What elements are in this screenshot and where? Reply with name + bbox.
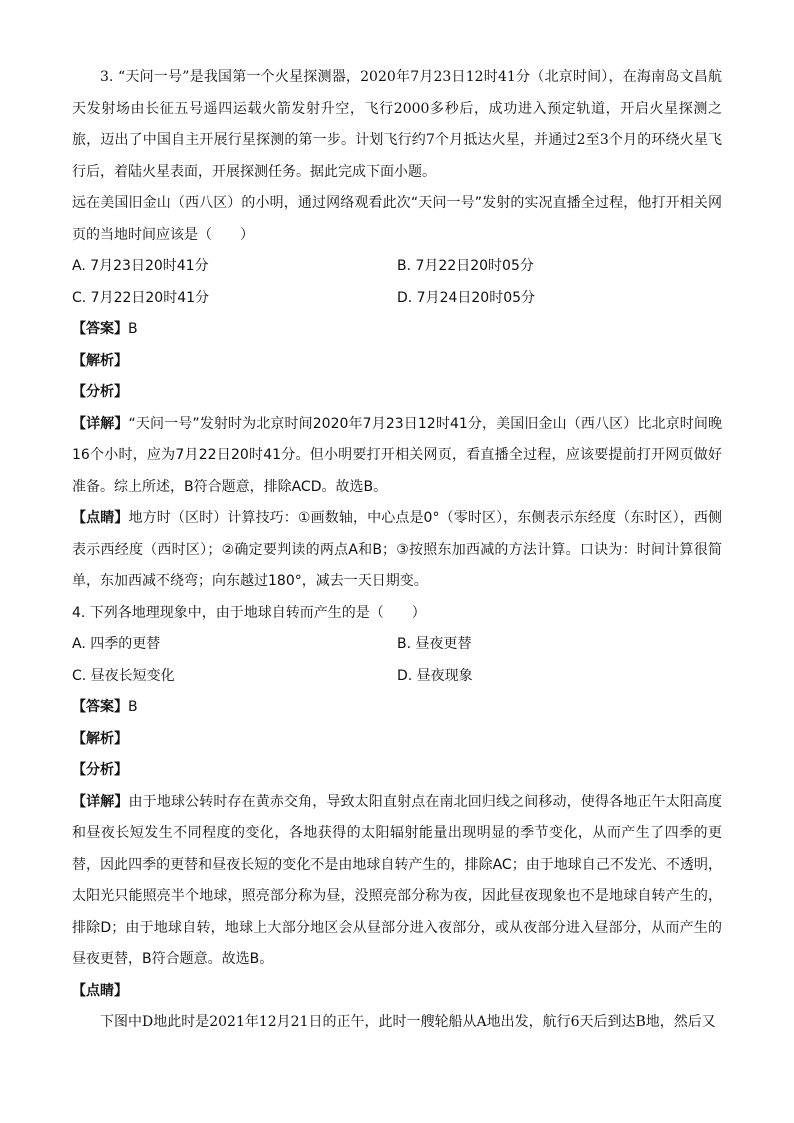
next-intro: 下图中D地此时是2021年12月21日的正午，此时一艘轮船从A地出发，航行6天后到达B地，然后又 bbox=[100, 1014, 716, 1030]
q3-option-a: A. 7月23日20时41分 bbox=[72, 258, 209, 274]
q4-option-b: B. 昼夜更替 bbox=[397, 636, 472, 652]
q4-jiexi bbox=[72, 724, 722, 756]
q4-option-c: C. 昼夜长短变化 bbox=[72, 667, 175, 684]
fenxi-tag: 【分析】 bbox=[72, 762, 128, 778]
answer-tag: 【答案】 bbox=[72, 699, 128, 715]
q3-answer bbox=[72, 314, 722, 346]
fenxi-tag: 【分析】 bbox=[72, 384, 128, 400]
detail-text: 由于地球公转时存在黄赤交角，导致太阳直射点在南北回归线之间移动，使得各地正午太阳高度和昼夜长短发生不同程度的变化，各地获得的太阳辐射能量出现明显的季节变化，从而产生了四季的更替，因此四季的更替和昼夜长短的变化不是由地球自转产生的，排除AC；由于地球自己不发光、不透明，太阳光只能照亮半个地球，照亮部分称为昼，没照亮部分称为夜，因此昼夜现象也不是地球自转产生的，排除D；由于地球自转，地球上大部分地区会从昼部分进入夜部分，或从夜部分进入昼部分，从而产生的昼夜更替，B符合题意。故选B。 bbox=[72, 793, 723, 967]
q4-fenxi bbox=[72, 755, 722, 787]
q3-fenxi bbox=[72, 377, 722, 409]
q3-intro: 3. “天问一号”是我国第一个火星探测器，2020年7月23日12时41分（北京时间），在海南岛文昌航天发射场由长征五号遥四运载火箭发射升空，飞行2000多秒后，成功进入预定轨道，开启火星探测之旅，迈出了中国自主开展行星探测的第一步。计划飞行约7个月抵达火星，并通过2至3个月的环绕火星飞行后，着陆火星表面，开展探测任务。据此完成下面小题。 bbox=[72, 69, 722, 180]
q3-dianjing bbox=[72, 503, 722, 598]
detail-text: “天问一号”发射时为北京时间2020年7月23日12时41分，美国旧金山（西八区）比北京时间晚16个小时，应为7月22日20时41分。但小明要打开相关网页，看直播全过程，应该要提前打开网页做好准备。综上所述，B符合题意，排除ACD。故选B。 bbox=[72, 415, 723, 495]
dianjing-tag: 【点睛】 bbox=[72, 982, 128, 999]
detail-tag: 【详解】 bbox=[72, 415, 129, 432]
q4-stem: 4. 下列各地理现象中，由于地球自转而产生的是（ ） bbox=[72, 604, 426, 621]
q4-options bbox=[72, 629, 722, 692]
answer-tag: 【答案】 bbox=[72, 321, 128, 337]
q4-answer bbox=[72, 692, 722, 724]
answer-value: B bbox=[128, 321, 138, 337]
detail-tag: 【详解】 bbox=[72, 793, 129, 810]
q4-option-d: D. 昼夜现象 bbox=[397, 667, 473, 684]
answer-value: B bbox=[128, 699, 138, 715]
q3-jiexi bbox=[72, 346, 722, 378]
q3-options bbox=[72, 251, 722, 314]
q4-dianjing bbox=[72, 976, 722, 1008]
q3-option-c: C. 7月22日20时41分 bbox=[72, 289, 210, 306]
dianjing-text: 地方时（区时）计算技巧：①画数轴，中心点是0°（零时区），东侧表示东经度（东时区），西侧表示西经度（西时区）；②确定要判读的两点A和B；③按照东加西减的方法计算。口诀为：时间计算很简单，东加西减不绕弯；向东越过180°，减去一天日期变。 bbox=[72, 510, 722, 589]
q4-detail bbox=[72, 787, 722, 976]
q3-option-d: D. 7月24日20时05分 bbox=[397, 289, 536, 306]
q3-stem: 远在美国旧金山（西八区）的小明，通过网络观看此次“天问一号”发射的实况直播全过程，他打开相关网页的当地时间应该是（ ） bbox=[72, 195, 722, 243]
dianjing-tag: 【点睛】 bbox=[72, 510, 129, 526]
jiexi-tag: 【解析】 bbox=[72, 352, 128, 369]
jiexi-tag: 【解析】 bbox=[72, 730, 128, 747]
q4-option-a: A. 四季的更替 bbox=[72, 636, 161, 652]
q3-detail bbox=[72, 409, 722, 504]
q3-option-b: B. 7月22日20时05分 bbox=[397, 258, 534, 274]
